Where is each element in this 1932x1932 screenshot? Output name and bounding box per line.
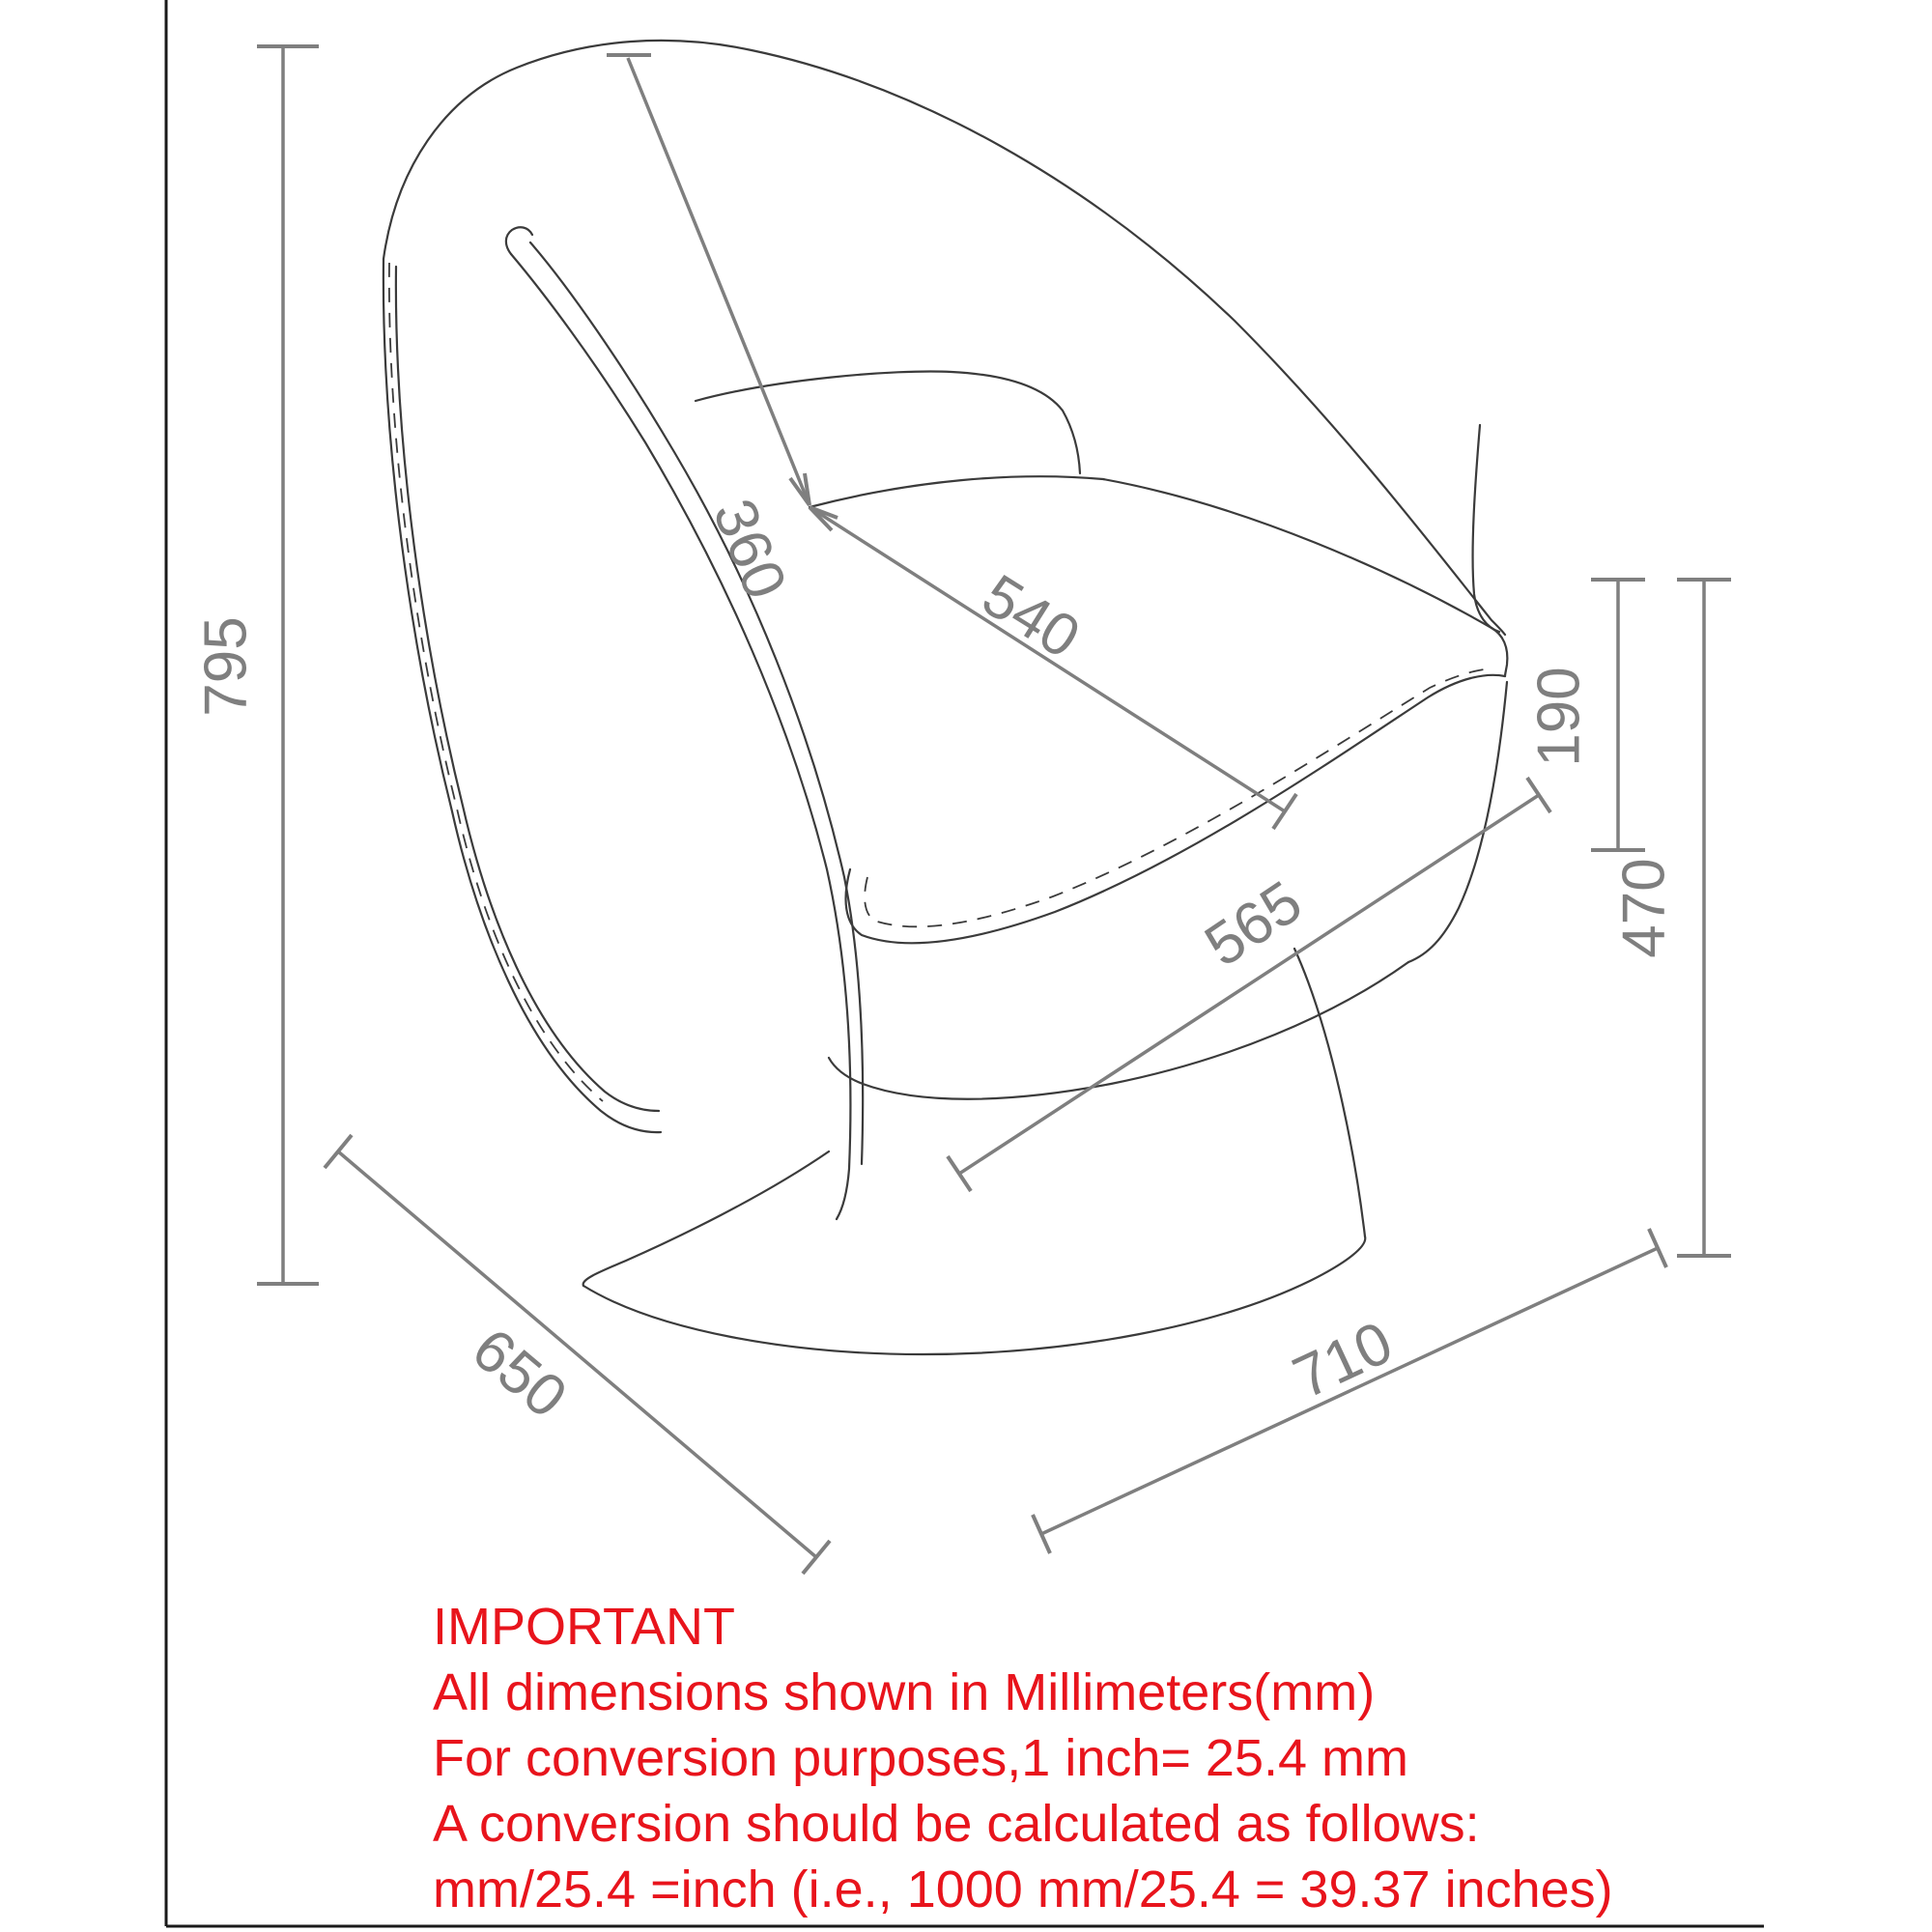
dimension-label-795: 795 <box>192 616 260 717</box>
notes-line: For conversion purposes,1 inch= 25.4 mm <box>433 1729 1408 1787</box>
pedestal-foot-bottom <box>583 1236 1365 1354</box>
dimension-565 <box>948 778 1550 1191</box>
dimension-arrowhead <box>810 507 838 530</box>
armrest-top-hook <box>506 227 532 254</box>
seat-top-edge <box>810 476 1492 628</box>
dimension-360 <box>607 55 810 505</box>
dimension-label-360: 360 <box>699 490 800 609</box>
armrest-stitch-dashed <box>389 263 603 1101</box>
dimension-tick <box>1273 794 1296 829</box>
chair-outline <box>384 41 1507 1354</box>
notes-line: mm/25.4 =inch (i.e., 1000 mm/25.4 = 39.37 inches) <box>433 1861 1613 1918</box>
notes-line: A conversion should be calculated as follows: <box>433 1795 1480 1853</box>
dimension-line-360 <box>628 58 810 505</box>
pedestal-left-profile <box>583 1151 829 1286</box>
back-cushion-outline <box>696 372 1080 473</box>
dimension-line-565 <box>959 795 1539 1174</box>
dimension-tick <box>257 46 319 1284</box>
dimension-label-565: 565 <box>1193 868 1314 980</box>
dimension-label-540: 540 <box>971 561 1092 672</box>
dimension-label-650: 650 <box>459 1316 580 1432</box>
dimension-190 <box>1591 580 1645 850</box>
pedestal-right-profile <box>1294 949 1365 1236</box>
armrest-inner-edge-back <box>530 242 863 1164</box>
armrest-inner-edge-front <box>511 254 850 1219</box>
armrest-outer-edge <box>384 259 661 1132</box>
dimension-label-470: 470 <box>1610 858 1678 958</box>
dimension-line-650 <box>338 1151 816 1557</box>
seat-side-right-edge <box>1408 682 1507 962</box>
dimension-470 <box>1677 580 1731 1256</box>
seat-bottom-edge <box>829 962 1408 1099</box>
dimension-795 <box>257 46 319 1284</box>
notes-line: All dimensions shown in Millimeters(mm) <box>433 1663 1376 1721</box>
seat-front-lower-edge <box>846 675 1505 943</box>
backrest-outer-shell <box>384 41 1505 635</box>
armrest-seam-line <box>396 267 659 1111</box>
important-notes <box>433 1594 1679 1922</box>
notes-title: IMPORTANT <box>433 1598 736 1656</box>
dimension-label-190: 190 <box>1525 667 1593 767</box>
dimension-650 <box>325 1135 830 1574</box>
dimension-label-710: 710 <box>1283 1309 1403 1412</box>
